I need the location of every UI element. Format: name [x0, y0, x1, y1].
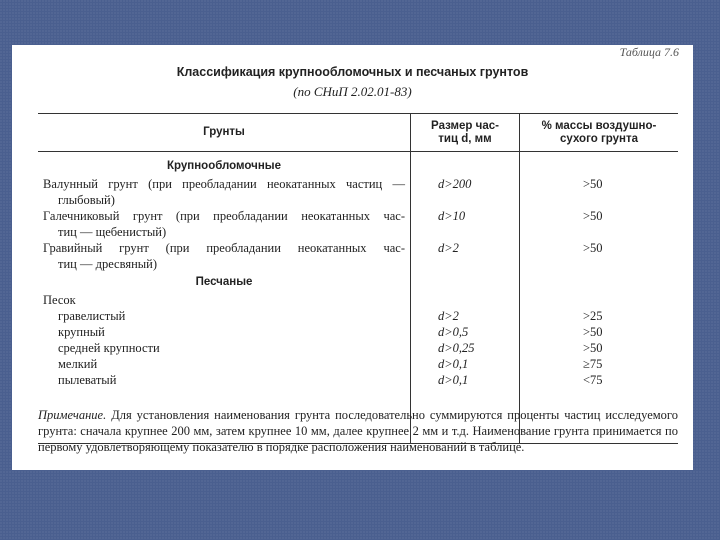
section-sand: Песчаные — [195, 276, 253, 288]
header-divider — [38, 151, 678, 152]
sand-row-4-size: d>0,1 — [438, 357, 469, 371]
coarse-row-1-line2: глыбовый) — [58, 193, 115, 207]
sand-row-2-size: d>0,5 — [438, 325, 469, 339]
coarse-row-3-size: d>2 — [438, 241, 459, 255]
header-particle-size-line2: тиц d, мм — [438, 132, 492, 145]
classification-table — [38, 113, 678, 444]
header-particle-size-line1: Размер час- — [431, 119, 499, 132]
coarse-row-2-size: d>10 — [438, 209, 466, 223]
sand-row-3-mass: >50 — [583, 341, 603, 355]
header-soils: Грунты — [203, 126, 245, 138]
coarse-row-2-line2: тиц — щебенистый) — [58, 225, 167, 239]
sand-row-5-name: пылеватый — [58, 373, 117, 387]
sand-row-5-mass: <75 — [583, 373, 603, 387]
sand-row-3-name: средней крупности — [58, 341, 160, 355]
coarse-row-1-size: d>200 — [438, 177, 472, 191]
coarse-row-1-mass: >50 — [583, 177, 603, 191]
header-mass-percent-line1: % массы воздушно- — [541, 119, 657, 132]
document-page — [12, 45, 693, 470]
sand-row-4-mass: ≥75 — [583, 357, 603, 371]
table-title: Классификация крупнообломочных и песчаных грунтов — [176, 65, 529, 79]
coarse-row-1-line1: Валунный грунт (при преобладании неокатанных частиц — — [43, 177, 405, 191]
table-subtitle: (по СНиП 2.02.01-83) — [293, 84, 412, 99]
coarse-row-3-mass: >50 — [583, 241, 603, 255]
column-divider — [410, 114, 411, 443]
table-note — [38, 407, 678, 455]
note-label: Примечание. — [38, 408, 107, 422]
header-mass-percent — [520, 114, 678, 151]
sand-row-2-mass: >50 — [583, 325, 603, 339]
sand-row-1-size: d>2 — [438, 309, 459, 323]
coarse-row-2-mass: >50 — [583, 209, 603, 223]
coarse-row-3-line1: Гравийный грунт (при преобладании неокатанных час- — [43, 241, 405, 255]
sand-row-4-name: мелкий — [58, 357, 98, 371]
note-text: Для установления наименования грунта последовательно суммируются проценты частиц исследуемого грунта: сначала крупнее 200 мм, затем крупнее 10 мм, далее крупнее 2 мм и т.д. Наименование грунта принимается по первому удовлетворяющему показателю в порядке расположения наименований в таблице. — [38, 408, 678, 454]
header-particle-size — [411, 114, 519, 151]
sand-label: Песок — [43, 293, 76, 307]
sand-row-2-name: крупный — [58, 325, 105, 339]
sand-row-5-size: d>0,1 — [438, 373, 469, 387]
column-divider — [519, 114, 520, 443]
header-mass-percent-line2: сухого грунта — [560, 132, 638, 145]
sand-row-1-name: гравелистый — [58, 309, 126, 323]
sand-row-1-mass: >25 — [583, 309, 603, 323]
sand-row-3-size: d>0,25 — [438, 341, 475, 355]
table-number-label: Таблица 7.6 — [619, 45, 679, 59]
coarse-row-3-line2: тиц — дресвяный) — [58, 257, 158, 271]
coarse-row-2-line1: Галечниковый грунт (при преобладании неокатанных час- — [43, 209, 405, 223]
section-coarse: Крупнообломочные — [166, 160, 281, 172]
